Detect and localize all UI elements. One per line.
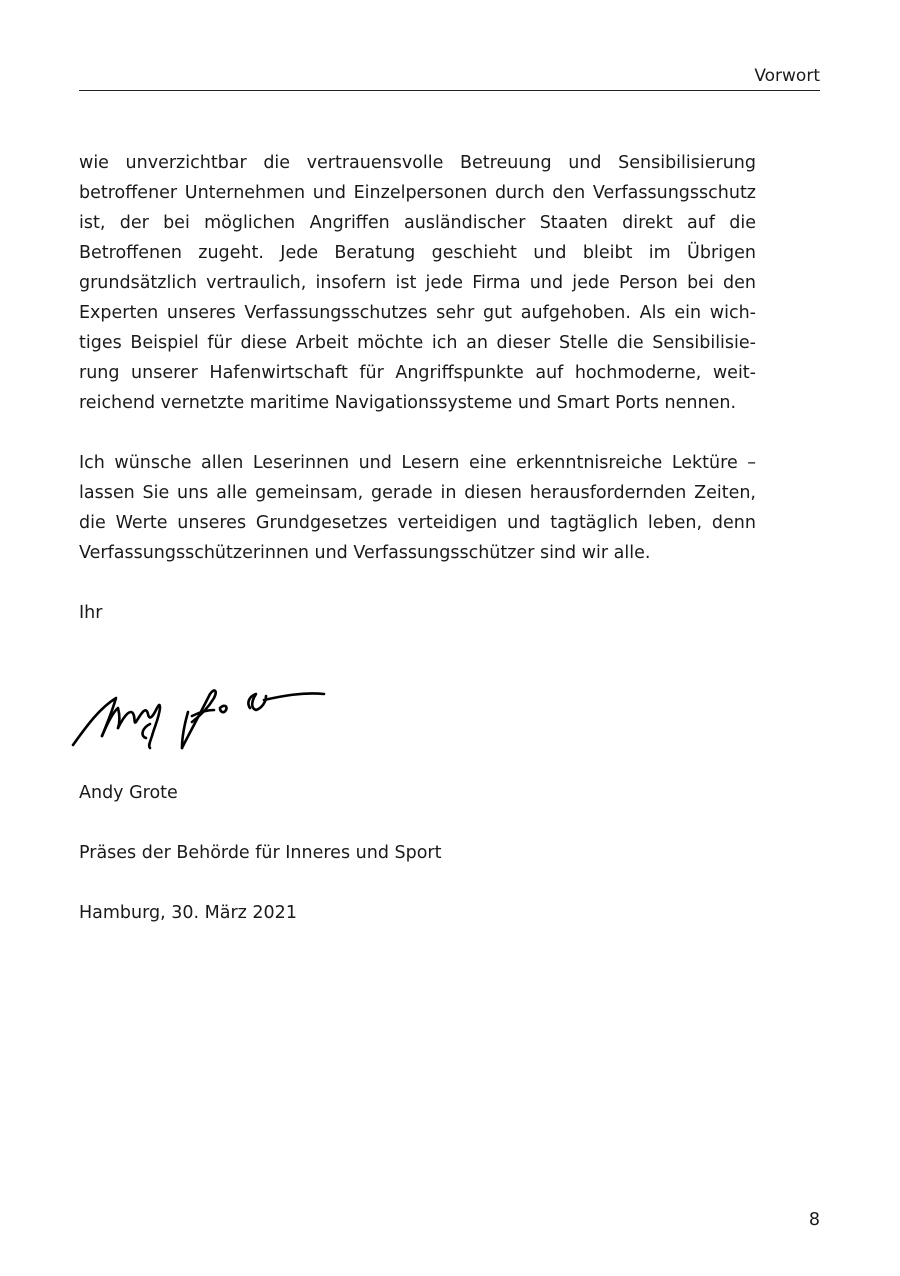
running-header-section-title: Vorwort [754,66,820,86]
paragraph-2: Ich wünsche allen Leserinnen und Lesern eine erkenntnisreiche Lektüre – lassen Sie uns alle gemeinsam, gerade in diesen herausfordernden Zeiten, die Werte unseres Grundgesetzes verteidigen und tagtäglich leben, denn Verfassungsschützerinnen und Verfassungsschützer sind wir alle. [79,453,756,563]
signer-block [79,778,441,958]
header-rule [79,90,820,91]
closing-salutation: Ihr [79,603,103,623]
foreword-body [79,148,756,628]
paragraph-1: wie unverzichtbar die vertrauensvolle Betreuung und Sensibilisierung betroffener Unternehmen und Einzelpersonen durch den Verfassungsschutz ist, der bei möglichen Angriffen ausländischer Staaten direkt auf die Betroffenen zugeht. Jede Beratung geschieht und bleibt im Übrigen grundsätzlich vertraulich, insofern ist jede Firma und jede Person bei den Experten unseres Verfassungsschutzes sehr gut aufgehoben. Als ein wichtiges Beispiel für diese Arbeit möchte ich an dieser Stelle die Sensibilisierung unserer Hafenwirtschaft für Angriffspunkte auf hochmoderne, weitreichend vernetzte maritime Navigationssysteme und Smart Ports nennen. [79,153,756,413]
handwritten-signature [68,672,332,756]
signer-title: Präses der Behörde für Inneres und Sport [79,843,442,863]
page-number: 8 [808,1210,820,1230]
place-date: Hamburg, 30. März 2021 [79,903,297,923]
signer-name: Andy Grote [79,783,178,803]
